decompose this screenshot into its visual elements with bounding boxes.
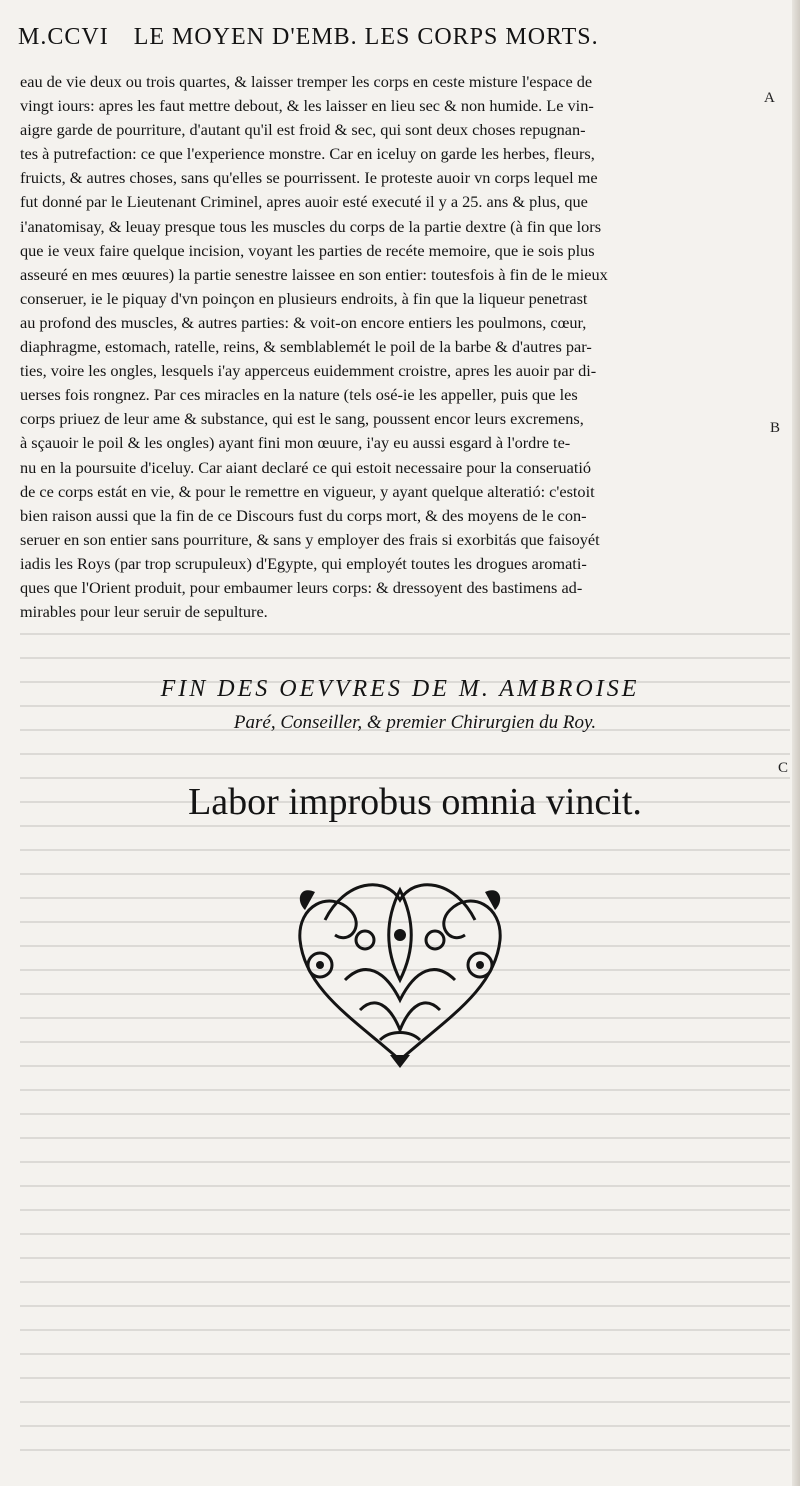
body-line: corps priuez de leur ame & substance, qui est le sang, poussent encor leurs excremens, <box>20 409 584 429</box>
colophon-line-2: Paré, Conseiller, & premier Chirurgien du Roy. <box>233 712 597 733</box>
body-line: iadis les Roys (par trop scrupuleux) d'Egypte, qui employét toutes les drogues aromati- <box>20 553 587 573</box>
body-line: de ce corps estát en vie, & pour le remettre en vigueur, y ayant quelque alteratió: c'estoit <box>20 481 595 501</box>
page-edge <box>792 0 800 1486</box>
running-header <box>18 24 698 51</box>
body-line: ties, voire les ongles, lesquels i'ay apperceus euidemment croistre, apres les auoir par di- <box>20 361 597 381</box>
body-line: au profond des muscles, & autres parties: & voit-on encore entiers les poulmons, cœur, <box>20 312 587 332</box>
body-line: diaphragme, estomach, ratelle, reins, & semblablemét le poil de la barbe & d'autres par- <box>20 337 592 357</box>
fleuron-ornament-icon <box>285 870 515 1070</box>
body-line: conseruer, ie le piquay d'vn poinçon en plusieurs endroits, à fin que la liqueur penetrast <box>20 288 588 308</box>
body-line: fruicts, & autres choses, sans qu'elles se pourrissent. Ie proteste auoir vn corps lequel me <box>20 168 598 188</box>
body-line: aigre garde de pourriture, d'autant qu'il est froid & sec, qui sont deux choses repugnan- <box>20 120 586 140</box>
body-line: tes à putrefaction: ce que l'experience monstre. Car en iceluy on garde les herbes, fleurs, <box>20 144 595 164</box>
body-line: uerses fois rongnez. Par ces miracles en la nature (tels osé-ie les appeller, puis que les <box>20 385 578 405</box>
body-line: vingt iours: apres les faut mettre debout, & les laisser en lieu sec & non humide. Le vin- <box>20 96 594 116</box>
page-number: M.CCVI <box>18 24 109 50</box>
running-title: LE MOYEN D'EMB. LES CORPS MORTS. <box>133 24 599 50</box>
margin-letter-b: B <box>770 420 781 436</box>
body-line: que ie veux faire quelque incision, voyant les parties de recéte memoire, que ie sois plus <box>20 240 595 260</box>
body-paragraph <box>20 70 768 624</box>
body-line: bien raison aussi que la fin de ce Discours fust du corps mort, & des moyens de le con- <box>20 505 587 525</box>
body-line: eau de vie deux ou trois quartes, & laisser tremper les corps en ceste misture l'espace de <box>20 72 593 91</box>
body-line: nu en la poursuite d'iceluy. Car aiant declaré ce qui estoit necessaire pour la conseruatió <box>20 457 592 477</box>
body-line: seruer en son entier sans pourriture, & sans y employer des frais si exorbitás que faisoyét <box>20 529 600 549</box>
motto: Labor improbus omnia vincit. <box>188 781 642 823</box>
body-line: asseuré en mes œuures) la partie senestre laissee en son entier: toutesfois à fin de le mieux <box>20 264 608 284</box>
body-line: à sçauoir le poil & les ongles) ayant fini mon œuure, i'ay eu aussi esgard à l'ordre te- <box>20 433 571 453</box>
body-line: mirables pour leur seruir de sepulture. <box>20 602 268 622</box>
body-line: i'anatomisay, & leuay presque tous les muscles du corps de la partie dextre (à fin que lors <box>20 216 602 236</box>
body-line: ques que l'Orient produit, pour embaumer leurs corps: & dressoyent des bastimens ad- <box>20 577 583 597</box>
colophon-line-1: FIN DES OEVVRES DE M. AMBROISE <box>160 676 640 702</box>
margin-letter-a: A <box>764 90 775 106</box>
margin-letter-c: C <box>778 760 789 776</box>
body-line: fut donné par le Lieutenant Criminel, apres auoir esté executé il y a 25. ans & plus, que <box>20 192 588 212</box>
